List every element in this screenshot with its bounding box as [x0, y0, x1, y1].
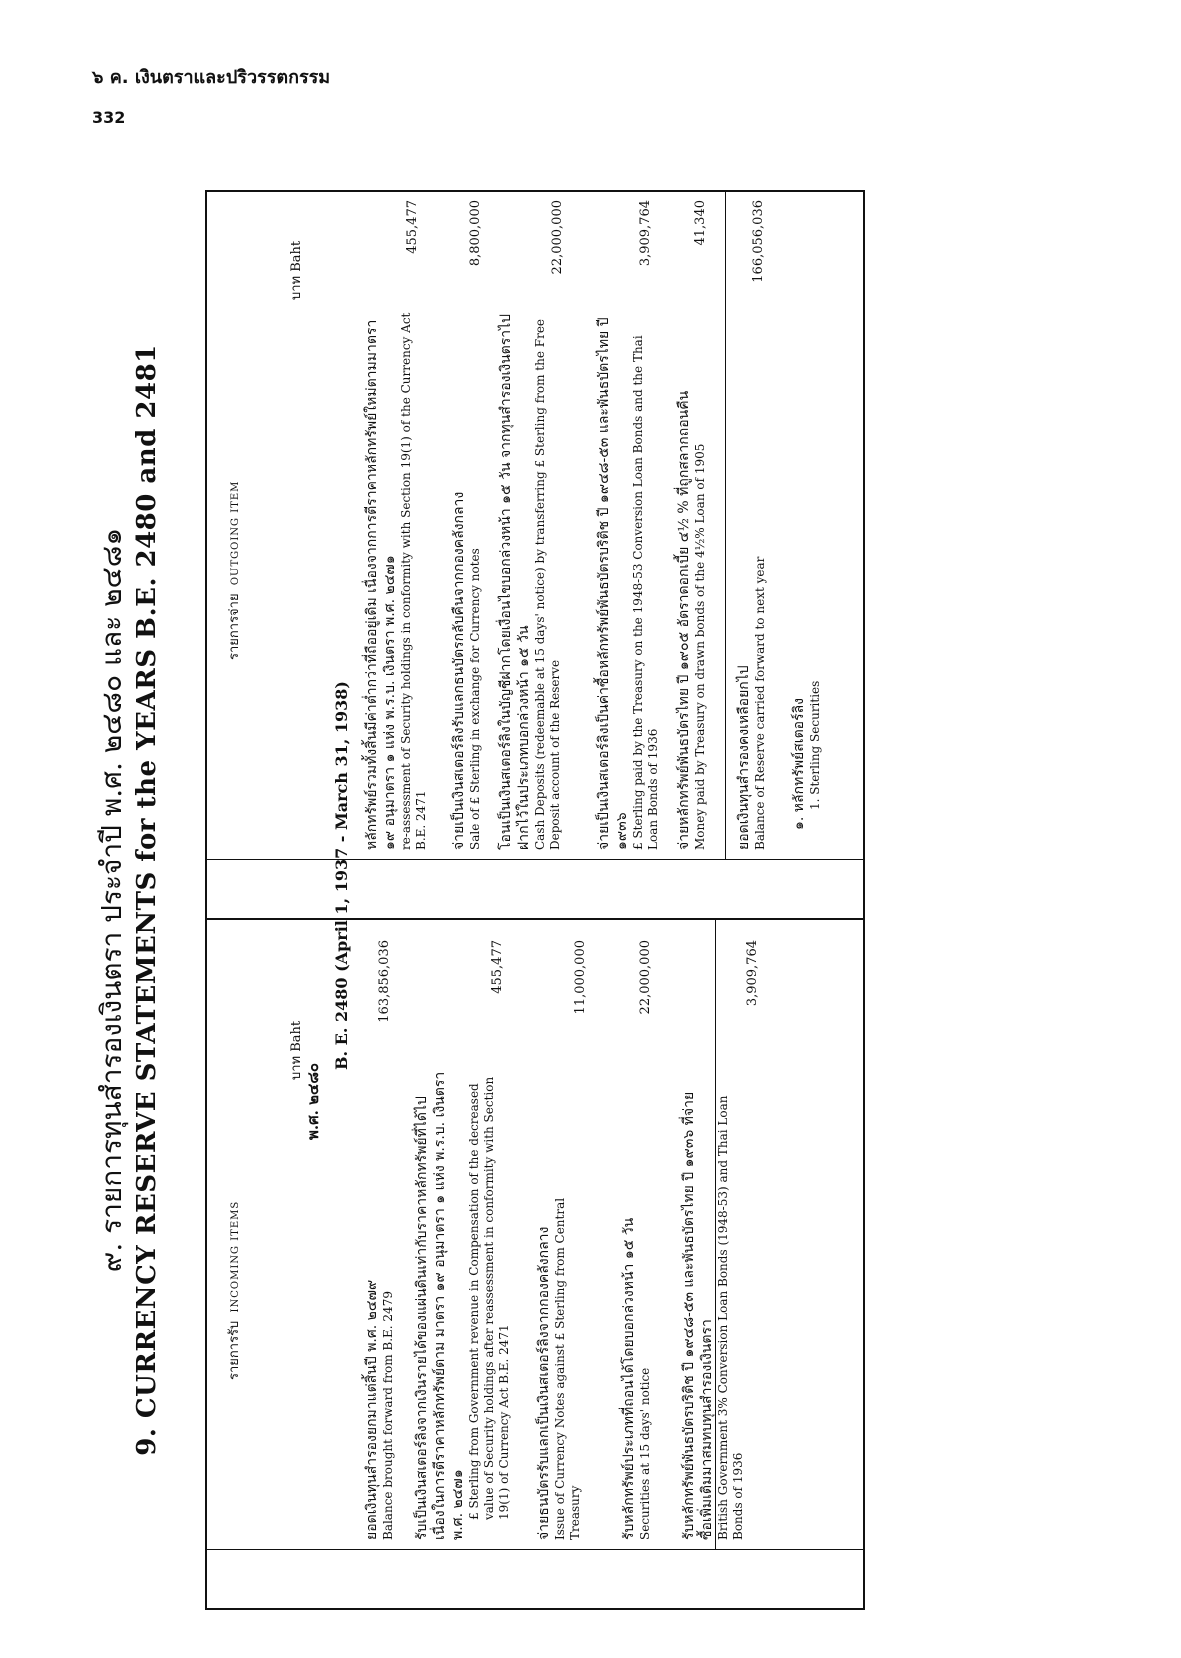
incoming-row-5: รับหลักทรัพย์พันธบัตรบริติช ปี ๑๙๔๘-๕๓ และพันธบัตรไทย ปี ๑๙๓๖ ที่จ่ายซื้อเพิ่มเติมมาสมทบทุนสำรองเงินตรา British Government 3% Conversion Loan Bonds (1948-53) and Thai Loan Bonds of 1936	[681, 1091, 745, 1540]
outgoing-amount-5: 41,340	[693, 200, 708, 246]
outgoing-amount-1: 455,477	[405, 200, 420, 254]
outgoing-heading-th: รายการจ่าย	[227, 593, 242, 660]
center-divider	[205, 918, 865, 920]
rotated-table-sheet	[95, 190, 865, 1610]
title-thai: ๙. รายการทุนสำรองเงินตรา ประจำปี พ.ศ. ๒๔๘๐ และ ๒๔๘๑	[95, 527, 128, 1273]
incoming-year: พ.ศ. ๒๔๘๐	[304, 1062, 322, 1140]
incoming-heading	[223, 1201, 244, 1380]
outgoing-unit-line	[725, 192, 726, 860]
outgoing-unit: บาท Baht	[289, 240, 304, 300]
incoming-heading-en: INCOMING ITEMS	[230, 1200, 241, 1313]
incoming-row-2: รับเป็นเงินสเตอร์ลิงจากเงินรายได้ของแผ่นดินเท่ากับราคาหลักทรัพย์ที่ได้ไปเนื่องในการตีราคาหลักทรัพย์ตาม มาตรา ๑๙ อนุมาตรา ๑ แห่ง พ.ร.บ. เงินตรา พ.ศ. ๒๔๗๑ £ Sterling from Government revenue in Compensation of the decreased value of Security holdings after reassessment in conformity with Section 19(1) of Currency Act B.E. 2471	[414, 1071, 511, 1540]
title-english: 9. CURRENCY RESERVE STATEMENTS for the YEARS B.E. 2480 and 2481	[132, 344, 162, 1456]
chapter-heading: ๖ ค. เงินตราและปริวรรตกรรม	[92, 67, 331, 88]
page-number: 332	[92, 108, 126, 127]
outgoing-row-5: จ่ายหลักทรัพย์พันธบัตรไทย ปี ๑๙๐๕ อัตราดอกเบี้ย ๔½ % ที่ถูกสลากถอนคืน Money paid by Treasury on drawn bonds of the 4½% Loan of 1905	[676, 390, 707, 850]
outgoing-header-line	[205, 859, 865, 860]
incoming-unit: บาท Baht	[289, 1020, 304, 1080]
outgoing-heading	[223, 481, 244, 660]
incoming-row-3: จ่ายธนบัตรรับแลกเป็นเงินสเตอร์ลิงจากกองคลังกลาง Issue of Currency Notes against £ Sterling from Central Treasury	[536, 1197, 582, 1540]
incoming-heading-th: รายการรับ	[227, 1320, 242, 1380]
incoming-amount-1: 163,856,036	[377, 940, 392, 1023]
incoming-row-1: ยอดเงินทุนสำรองยกมาแต่สิ้นปี พ.ศ. ๒๔๗๙ Balance brought forward from B.E. 2479	[364, 1279, 395, 1540]
incoming-amount-2: 455,477	[490, 940, 505, 994]
outgoing-heading-en: OUTGOING ITEM	[230, 480, 241, 586]
incoming-amount-5: 3,909,764	[745, 940, 760, 1007]
table-title	[95, 190, 165, 1610]
outgoing-amount-2: 8,800,000	[468, 200, 483, 267]
incoming-amount-3: 11,000,000	[573, 940, 588, 1015]
incoming-header-line	[205, 1549, 865, 1550]
outgoing-row-7: ๑. หลักทรัพย์สเตอร์ลิง 1. Sterling Securities	[791, 680, 822, 830]
outgoing-amount-6: 166,056,036	[751, 200, 766, 283]
period-label: B. E. 2480 (April 1, 1937 - March 31, 1938)	[332, 681, 351, 1070]
outgoing-row-6: ยอดเงินทุนสำรองคงเหลือยกไป Balance of Reserve carried forward to next year	[736, 556, 767, 850]
incoming-amount-4: 22,000,000	[638, 940, 653, 1015]
outgoing-row-2: จ่ายเป็นเงินสเตอร์ลิงรับแลกธนบัตรกลับคืนจากกองคลังกลาง Sale of £ Sterling in exchange for Currency notes	[451, 491, 482, 850]
outgoing-amount-4: 3,909,764	[638, 200, 653, 267]
outgoing-amount-3: 22,000,000	[550, 200, 565, 275]
outgoing-row-1: หลักทรัพย์รวมทั้งสิ้นมีค่าต่ำกว่าที่ถืออยู่เดิม เนื่องจากการตีราคาหลักทรัพย์ใหม่ตามมาตรา ๑๙ อนุมาตรา ๑ แห่ง พ.ร.บ. เงินตรา พ.ศ. ๒๔๗๑ re-assessment of Security holdings in conformity with Section 19(1) of the Currency Act B.E. 2471	[364, 312, 428, 850]
incoming-row-4: รับหลักทรัพย์ประเภทที่ถอนได้โดยบอกล่วงหน้า ๑๕ วัน Securities at 15 days' notice	[621, 1217, 652, 1540]
outgoing-row-4: จ่ายเป็นเงินสเตอร์ลิงเป็นค่าซื้อหลักทรัพย์พันธบัตรบริติช ปี ๑๙๔๘-๕๓ และพันธบัตรไทย ปี ๑๙๓๖ £ Sterling paid by the Treasury on the 1948-53 Conversion Loan Bonds and the Thai Loan Bonds of 1936	[596, 317, 660, 850]
outgoing-row-3: โอนเป็นเงินสเตอร์ลิงในบัญชีฝากโดยเงื่อนไขบอกล่วงหน้า ๑๕ วัน จากทุนสำรองเงินตราไปฝากไว้ในประเภทบอกล่วงหน้า ๑๕ วัน Cash Deposits (redeemable at 15 days' notice) by transferring £ Sterling from the Free Deposit account of the Reserve	[498, 313, 562, 850]
